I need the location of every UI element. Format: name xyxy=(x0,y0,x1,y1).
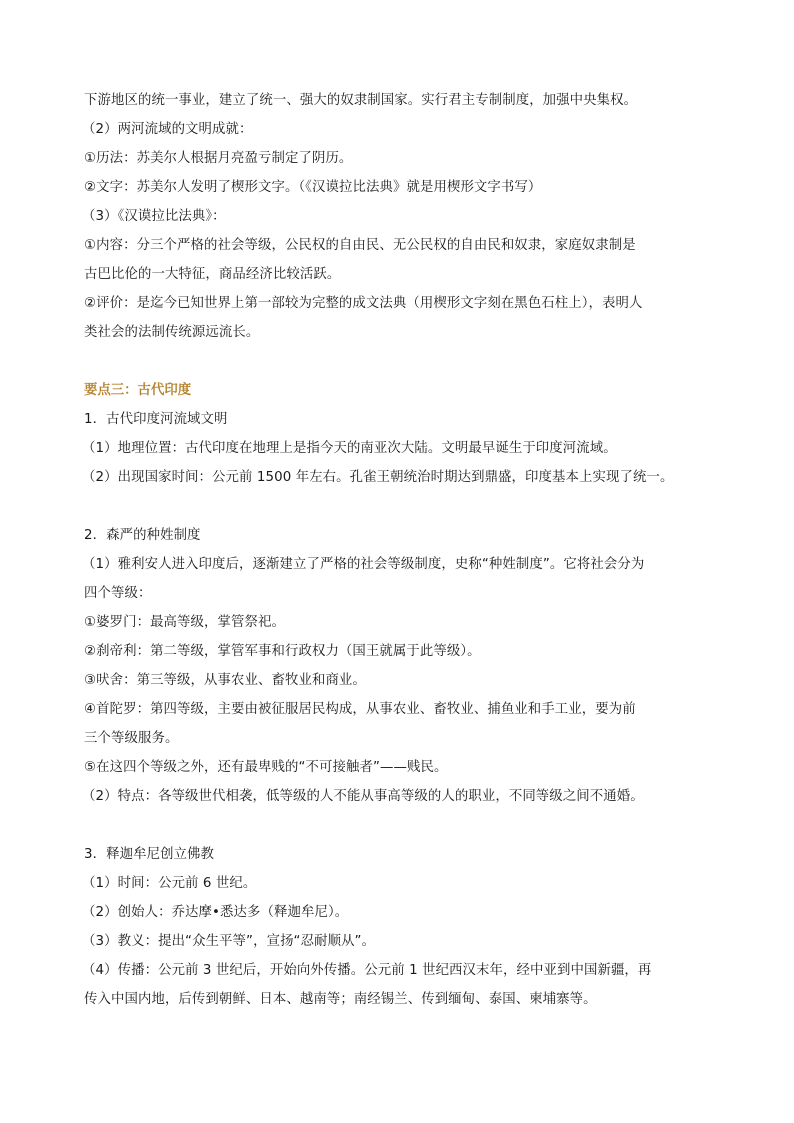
shudra-line-1: ④首陀罗：第四等级，主要由被征服居民构成，从事农业、畜牧业、捕鱼业和手工业，要为前 xyxy=(84,702,636,717)
geo-item: （1）地理位置：古代印度在地理上是指今天的南亚次大陆。文明最早诞生于印度河流域。 xyxy=(82,441,617,456)
buddhism-title: 3．释迦牟尼创立佛教 xyxy=(84,847,215,862)
untouchable-item: ⑤在这四个等级之外，还有最卑贱的“不可接触者”——贱民。 xyxy=(84,760,448,775)
code-content-line-1: ①内容：分三个严格的社会等级，公民权的自由民、无公民权的自由民和奴隶，家庭奴隶制是 xyxy=(84,238,636,253)
section-heading: 要点三：古代印度 xyxy=(84,383,192,398)
spacer xyxy=(84,492,724,521)
spacer xyxy=(84,811,724,840)
code-content-line-2: 古巴比伦的一大特征，商品经济比较活跃。 xyxy=(84,267,341,282)
achievements-title: （2）两河流域的文明成就： xyxy=(82,122,253,137)
code-eval-line-1: ②评价：是迄今已知世界上第一部较为完整的成文法典（用楔形文字刻在黑色石柱上），表明人 xyxy=(84,296,643,311)
document-body xyxy=(84,86,724,1014)
buddhism-spread-line-2: 传入中国内地，后传到朝鲜、日本、越南等；南经锡兰、传到缅甸、泰国、柬埔寨等。 xyxy=(84,992,597,1007)
state-time-item: （2）出现国家时间：公元前 1500 年左右。孔雀王朝统治时期达到鼎盛，印度基本上实现了统一。 xyxy=(82,470,674,485)
kshatriya-item: ②刹帝利：第二等级，掌管军事和行政权力（国王就属于此等级）。 xyxy=(84,644,481,659)
writing-item: ②文字：苏美尔人发明了楔形文字。（《汉谟拉比法典》就是用楔形文字书写） xyxy=(84,180,542,195)
buddhism-founder-item: （2）创始人：乔达摩•悉达多（释迦牟尼）。 xyxy=(82,905,349,920)
india-title: 1．古代印度河流域文明 xyxy=(84,412,228,427)
brahmin-item: ①婆罗门：最高等级，掌管祭祀。 xyxy=(84,615,285,630)
calendar-item: ①历法：苏美尔人根据月亮盈亏制定了阴历。 xyxy=(84,151,353,166)
vaishya-item: ③吠舍：第三等级，从事农业、畜牧业和商业。 xyxy=(84,673,366,688)
buddhism-spread-line-1: （4）传播：公元前 3 世纪后，开始向外传播。公元前 1 世纪西汉末年，经中亚到中国新疆，再 xyxy=(82,963,652,978)
buddhism-doctrine-item: （3）教义：提出“众生平等”，宣扬“忍耐顺从”。 xyxy=(82,934,376,949)
code-eval-line-2: 类社会的法制传统源远流长。 xyxy=(84,325,260,340)
intro-line: 下游地区的统一事业，建立了统一、强大的奴隶制国家。实行君主专制制度，加强中央集权。 xyxy=(84,93,638,108)
caste-intro-line-1: （1）雅利安人进入印度后，逐渐建立了严格的社会等级制度，史称“种姓制度”。它将社会分为 xyxy=(82,557,645,572)
caste-title: 2．森严的种姓制度 xyxy=(84,528,201,543)
buddhism-time-item: （1）时间：公元前 6 世纪。 xyxy=(82,876,257,891)
code-title: （3）《汉谟拉比法典》： xyxy=(82,209,226,224)
shudra-line-2: 三个等级服务。 xyxy=(84,731,179,746)
caste-feature-item: （2）特点：各等级世代相袭，低等级的人不能从事高等级的人的职业，不同等级之间不通婚。 xyxy=(82,789,644,804)
caste-intro-line-2: 四个等级： xyxy=(84,586,152,601)
spacer xyxy=(84,347,724,376)
